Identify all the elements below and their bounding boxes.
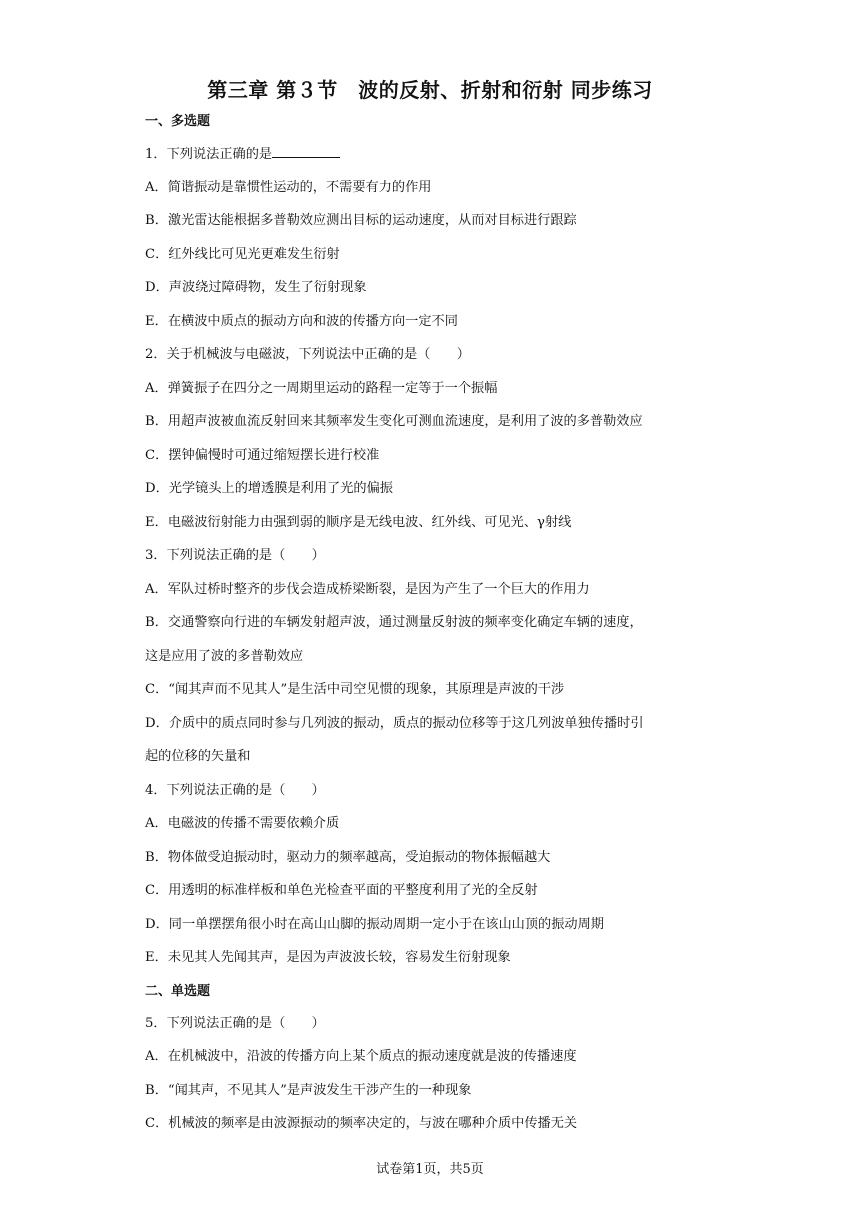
page-footer: 试卷第1页，共5页 xyxy=(376,1162,484,1177)
question-4-option-e: E．未见其人先闻其声，是因为声波波长较，容易发生衍射现象 xyxy=(145,950,511,965)
question-3-option-d-line-2: 起的位移的矢量和 xyxy=(145,749,251,764)
question-list xyxy=(145,112,735,1148)
question-3-option-a: A．军队过桥时整齐的步伐会造成桥梁断裂，是因为产生了一个巨大的作用力 xyxy=(145,581,590,597)
page-title: 第三章 第３节 波的反射、折射和衍射 同步练习 xyxy=(207,78,653,102)
question-1-stem-text: 1．下列说法正确的是 xyxy=(145,147,273,162)
question-5-option-a: A．在机械波中，沿波的传播方向上某个质点的振动速度就是波的传播速度 xyxy=(145,1049,577,1064)
question-5-stem: 5．下列说法正确的是（ ） xyxy=(145,1015,325,1031)
question-1-option-c: C．红外线比可见光更难发生衍射 xyxy=(145,246,340,262)
question-2-option-e: E．电磁波衍射能力由强到弱的顺序是无线电波、红外线、可见光、γ射线 xyxy=(145,514,572,530)
question-4-option-a: A．电磁波的传播不需要依赖介质 xyxy=(145,816,340,831)
question-3-option-c: C．“闻其声而不见其人”是生活中司空见惯的现象，其原理是声波的干涉 xyxy=(145,682,565,697)
question-4-option-b: B．物体做受迫振动时，驱动力的频率越高，受迫振动的物体振幅越大 xyxy=(145,849,551,865)
question-2-option-d: D．光学镜头上的增透膜是利用了光的偏振 xyxy=(145,481,393,496)
question-1-stem xyxy=(145,144,735,164)
section-heading-single-choice: 二、单选题 xyxy=(145,983,211,999)
question-2-stem: 2．关于机械波与电磁波，下列说法中正确的是（ ） xyxy=(145,347,470,362)
question-2-option-b: B．用超声波被血流反射回来其频率发生变化可测血流速度，是利用了波的多普勒效应 xyxy=(145,414,643,429)
question-3-option-b-line-2: 这是应用了波的多普勒效应 xyxy=(145,648,304,664)
answer-blank xyxy=(272,144,340,158)
question-1-option-a: A．简谐振动是靠惯性运动的，不需要有力的作用 xyxy=(145,179,432,195)
question-1-option-d: D．声波绕过障碍物，发生了衍射现象 xyxy=(145,280,367,295)
question-4-stem: 4．下列说法正确的是（ ） xyxy=(145,782,325,798)
section-heading-multi-choice: 一、多选题 xyxy=(145,114,211,129)
question-1-option-b: B．激光雷达能根据多普勒效应测出目标的运动速度，从而对目标进行跟踪 xyxy=(145,213,577,228)
question-4-option-d: D．同一单摆摆角很小时在高山山脚的振动周期一定小于在该山山顶的振动周期 xyxy=(145,916,604,932)
question-3-stem: 3．下列说法正确的是（ ） xyxy=(145,548,325,563)
question-5-option-b: B．“闻其声，不见其人”是声波发生干涉产生的一种现象 xyxy=(145,1082,472,1098)
question-2-option-a: A．弹簧振子在四分之一周期里运动的路程一定等于一个振幅 xyxy=(145,380,498,396)
question-5-option-c: C．机械波的频率是由波源振动的频率决定的，与波在哪种介质中传播无关 xyxy=(145,1116,578,1131)
question-2-option-c: C．摆钟偏慢时可通过缩短摆长进行校准 xyxy=(145,447,380,463)
question-1-option-e: E．在横波中质点的振动方向和波的传播方向一定不同 xyxy=(145,313,458,329)
question-3-option-d-line-1: D．介质中的质点同时参与几列波的振动，质点的振动位移等于这几列波单独传播时引 xyxy=(145,715,644,731)
question-3-option-b-line-1: B．交通警察向行进的车辆发射超声波，通过测量反射波的频率变化确定车辆的速度， xyxy=(145,615,643,630)
question-4-option-c: C．用透明的标准样板和单色光检查平面的平整度利用了光的全反射 xyxy=(145,883,538,898)
